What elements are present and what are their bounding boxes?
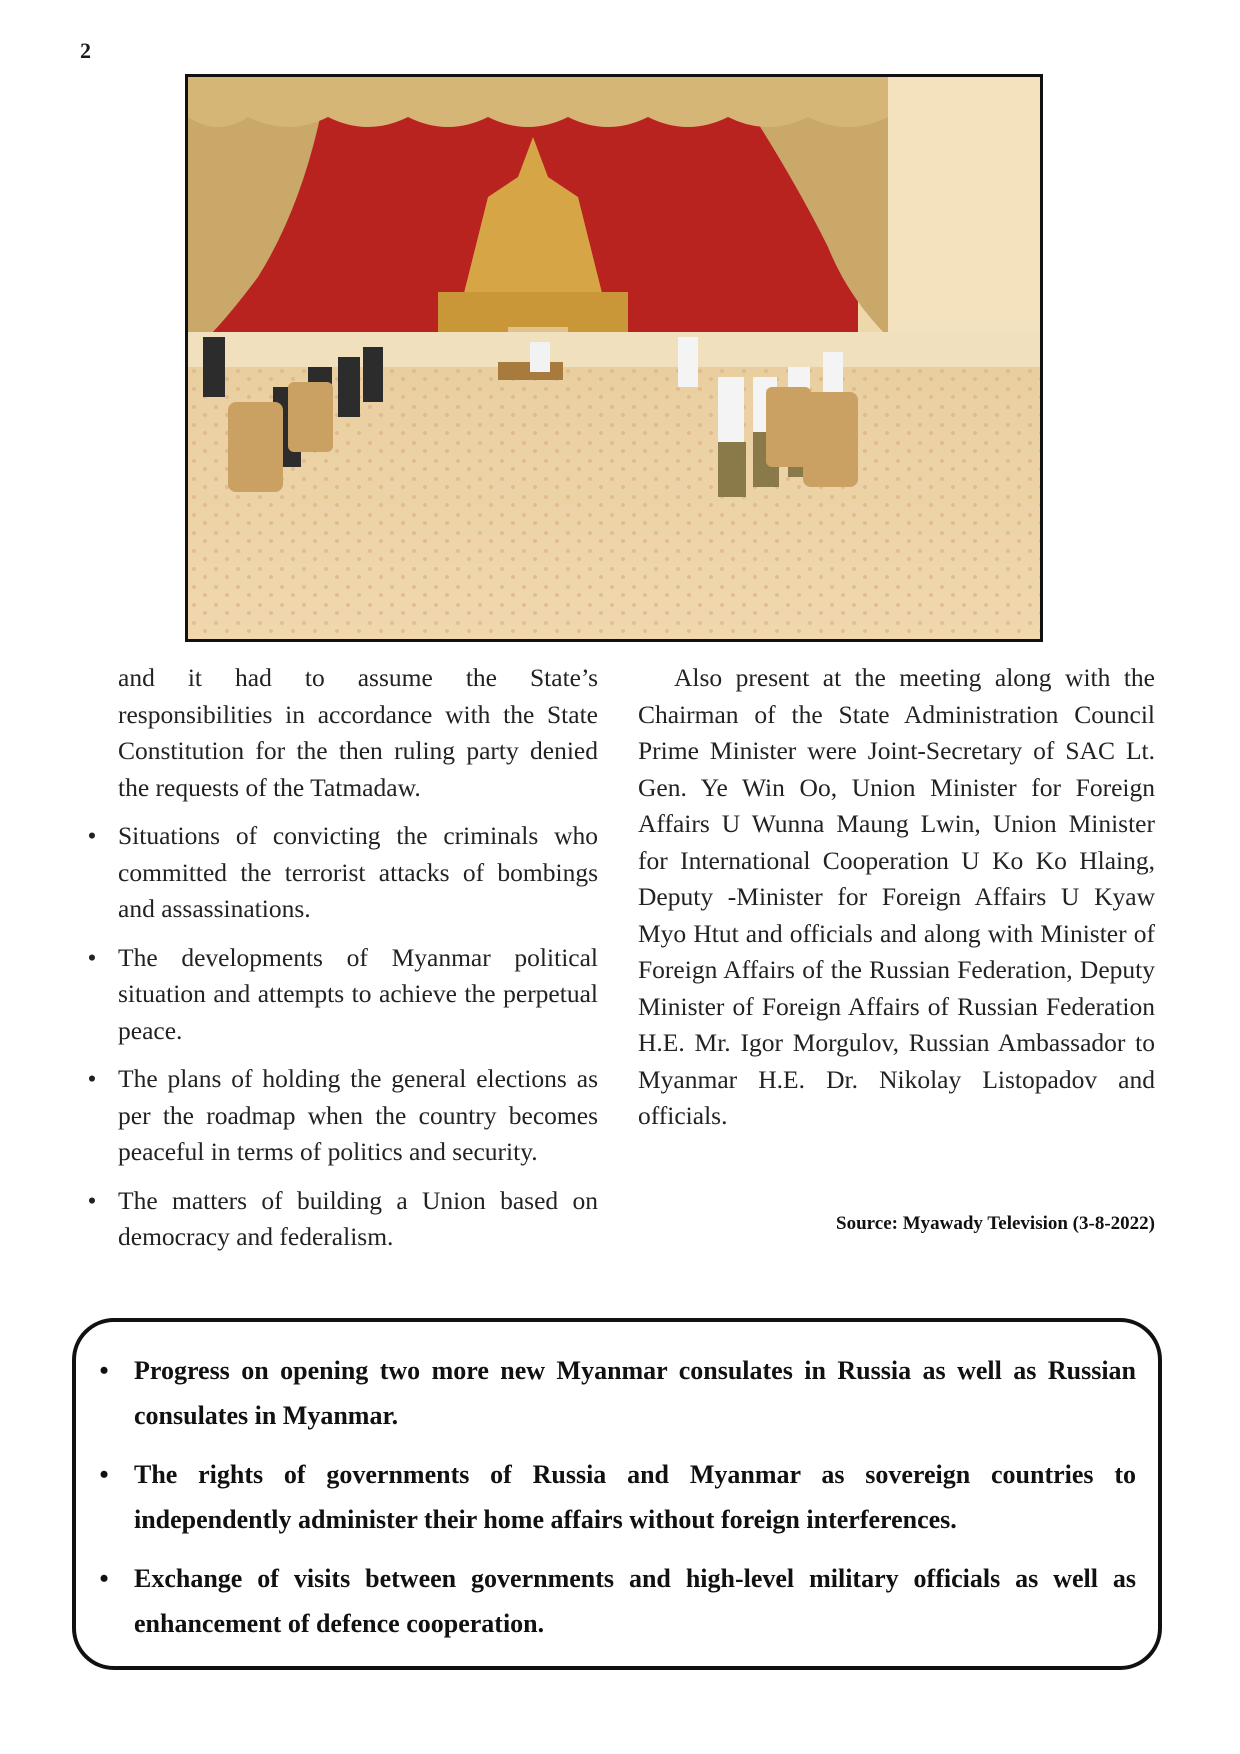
meeting-photo-illustration [188,77,1040,639]
bullet-icon: • [87,1064,97,1093]
intro-paragraph: and it had to assume the State’s responsibilities in accordance with the State Constitution for the then ruling party denied the requests of the Tatmadaw. [118,663,598,802]
list-item: • The plans of holding the general elections as per the roadmap when the country becomes peaceful in terms of politics and security. [118,1061,598,1171]
list-item: • The rights of governments of Russia and Myanmar as sovereign countries to independently administer their home affairs without foreign interferences. [134,1452,1136,1542]
bullet-icon: • [99,1460,109,1489]
discussion-topics-list [87,818,598,1256]
attendees-paragraph: Also present at the meeting along with the Chairman of the State Administration Council Prime Minister were Joint-Secretary of SAC Lt. Gen. Ye Win Oo, Union Minister for Foreign Affairs U Wunna Maung Lwin, Union Minister for International Cooperation U Ko Ko Hlaing, Deputy -Minister for Foreign Affairs U Kyaw Myo Htut and officials and along with Minister of Foreign Affairs of the Russian Federation, Deputy Minister of Foreign Affairs of Russian Federation H.E. Mr. Igor Morgulov, Russian Ambassador to Myanmar H.E. Dr. Nikolay Listopadov and officials. [638,663,1155,1130]
left-text-column [87,660,598,1268]
list-item: • The developments of Myanmar political situation and attempts to achieve the perpetual peace. [118,940,598,1050]
bullet-icon: • [99,1356,109,1385]
right-text-column [638,660,1155,1147]
bullet-icon: • [87,942,97,972]
highlight-list [99,1348,1136,1660]
highlight-box [72,1318,1162,1670]
bullet-icon: • [99,1564,109,1593]
meeting-hall-photo [185,74,1043,642]
bullet-icon: • [87,821,97,850]
list-item: • The matters of building a Union based on democracy and federalism. [118,1183,598,1256]
list-item: • Progress on opening two more new Myanmar consulates in Russia as well as Russian consulates in Myanmar. [134,1348,1136,1438]
list-item: • Exchange of visits between governments and high-level military officials as well as enhancement of defence cooperation. [134,1556,1136,1646]
list-item: • Situations of convicting the criminals who committed the terrorist attacks of bombings and assassinations. [118,818,598,928]
page-number: 2 [80,38,91,63]
source-credit: Source: Myawady Television (3-8-2022) [836,1213,1155,1234]
bullet-icon: • [87,1185,97,1215]
